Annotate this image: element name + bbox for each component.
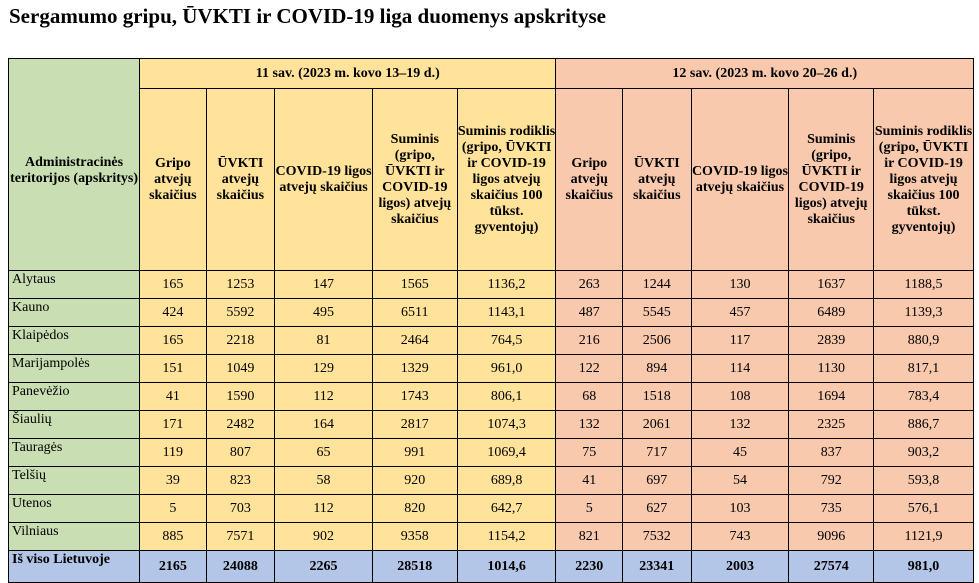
table-row [9, 523, 974, 551]
table-cell: 1154,2 [457, 523, 556, 551]
total-cell: 2003 [691, 551, 789, 583]
county-name: Utenos [9, 495, 140, 523]
table-cell: 1136,2 [457, 271, 556, 299]
table-cell: 837 [789, 439, 874, 467]
admin-territories-header: Administracinės teritorijos (apskritys) [9, 59, 140, 271]
table-cell: 961,0 [457, 355, 556, 383]
total-cell: 2265 [275, 551, 373, 583]
table-cell: 132 [556, 411, 623, 439]
table-cell: 9358 [372, 523, 457, 551]
table-cell: 81 [275, 327, 373, 355]
table-cell: 1121,9 [874, 523, 974, 551]
influenza-data-table [8, 58, 974, 583]
county-name: Klaipėdos [9, 327, 140, 355]
table-cell: 41 [556, 467, 623, 495]
week-11-header: 11 sav. (2023 m. kovo 13–19 d.) [140, 59, 556, 89]
table-cell: 5 [140, 495, 207, 523]
col-header-ari-cases: ŪVKTI atvejų skaičius [206, 89, 275, 271]
table-row [9, 439, 974, 467]
table-cell: 576,1 [874, 495, 974, 523]
table-cell: 457 [691, 299, 789, 327]
table-cell: 75 [556, 439, 623, 467]
table-cell: 991 [372, 439, 457, 467]
table-cell: 2061 [623, 411, 692, 439]
col-header-total-cases: Suminis (gripo, ŪVKTI ir COVID-19 ligos) atvejų skaičius [372, 89, 457, 271]
col-header-covid-cases: COVID-19 ligos atvejų skaičius [691, 89, 789, 271]
table-cell: 2325 [789, 411, 874, 439]
table-cell: 151 [140, 355, 207, 383]
table-cell: 1049 [206, 355, 275, 383]
table-cell: 1590 [206, 383, 275, 411]
col-header-total-rate: Suminis rodiklis (gripo, ŪVKTI ir COVID-19 ligos atvejų skaičius 100 tūkst. gyventojų) [874, 89, 974, 271]
table-cell: 2817 [372, 411, 457, 439]
table-cell: 216 [556, 327, 623, 355]
total-cell: 1014,6 [457, 551, 556, 583]
table-cell: 108 [691, 383, 789, 411]
table-row [9, 355, 974, 383]
table-cell: 39 [140, 467, 207, 495]
table-cell: 783,4 [874, 383, 974, 411]
table-cell: 807 [206, 439, 275, 467]
table-cell: 7532 [623, 523, 692, 551]
table-cell: 697 [623, 467, 692, 495]
table-cell: 792 [789, 467, 874, 495]
table-cell: 1130 [789, 355, 874, 383]
county-name: Šiaulių [9, 411, 140, 439]
table-cell: 1074,3 [457, 411, 556, 439]
table-row [9, 467, 974, 495]
table-cell: 7571 [206, 523, 275, 551]
table-row [9, 299, 974, 327]
table-cell: 880,9 [874, 327, 974, 355]
table-cell: 165 [140, 327, 207, 355]
table-cell: 130 [691, 271, 789, 299]
county-name: Panevėžio [9, 383, 140, 411]
table-cell: 424 [140, 299, 207, 327]
table-cell: 1518 [623, 383, 692, 411]
table-row [9, 271, 974, 299]
table-cell: 1743 [372, 383, 457, 411]
col-header-flu-cases: Gripo atvejų skaičius [556, 89, 623, 271]
table-cell: 821 [556, 523, 623, 551]
table-cell: 5592 [206, 299, 275, 327]
table-cell: 103 [691, 495, 789, 523]
table-cell: 820 [372, 495, 457, 523]
table-cell: 902 [275, 523, 373, 551]
table-row [9, 327, 974, 355]
col-header-total-cases: Suminis (gripo, ŪVKTI ir COVID-19 ligos) atvejų skaičius [789, 89, 874, 271]
table-cell: 263 [556, 271, 623, 299]
table-cell: 487 [556, 299, 623, 327]
total-label: Iš viso Lietuvoje [9, 551, 140, 583]
table-cell: 1069,4 [457, 439, 556, 467]
table-cell: 45 [691, 439, 789, 467]
table-cell: 743 [691, 523, 789, 551]
table-cell: 2218 [206, 327, 275, 355]
table-cell: 9096 [789, 523, 874, 551]
table-cell: 703 [206, 495, 275, 523]
col-header-flu-cases: Gripo atvejų skaičius [140, 89, 207, 271]
table-row [9, 411, 974, 439]
table-cell: 764,5 [457, 327, 556, 355]
total-cell: 27574 [789, 551, 874, 583]
table-cell: 6511 [372, 299, 457, 327]
table-row [9, 495, 974, 523]
table-cell: 5 [556, 495, 623, 523]
table-cell: 1188,5 [874, 271, 974, 299]
total-cell: 2165 [140, 551, 207, 583]
table-cell: 147 [275, 271, 373, 299]
page-title: Sergamumo gripu, ŪVKTI ir COVID-19 liga duomenys apskrityse [9, 4, 606, 28]
col-header-ari-cases: ŪVKTI atvejų skaičius [623, 89, 692, 271]
total-cell: 2230 [556, 551, 623, 583]
table-cell: 894 [623, 355, 692, 383]
table-cell: 495 [275, 299, 373, 327]
table-cell: 164 [275, 411, 373, 439]
table-cell: 1244 [623, 271, 692, 299]
table-cell: 1637 [789, 271, 874, 299]
table-cell: 122 [556, 355, 623, 383]
table-cell: 627 [623, 495, 692, 523]
table-cell: 129 [275, 355, 373, 383]
table-cell: 54 [691, 467, 789, 495]
table-cell: 58 [275, 467, 373, 495]
table-cell: 823 [206, 467, 275, 495]
county-name: Telšių [9, 467, 140, 495]
table-cell: 1565 [372, 271, 457, 299]
table-cell: 806,1 [457, 383, 556, 411]
table-cell: 717 [623, 439, 692, 467]
total-cell: 24088 [206, 551, 275, 583]
total-row [9, 551, 974, 583]
table-cell: 65 [275, 439, 373, 467]
table-cell: 6489 [789, 299, 874, 327]
table-cell: 41 [140, 383, 207, 411]
table-cell: 689,8 [457, 467, 556, 495]
table-cell: 2482 [206, 411, 275, 439]
table-cell: 886,7 [874, 411, 974, 439]
table-cell: 2464 [372, 327, 457, 355]
table-cell: 903,2 [874, 439, 974, 467]
table-cell: 735 [789, 495, 874, 523]
table-cell: 1694 [789, 383, 874, 411]
table-cell: 117 [691, 327, 789, 355]
table-cell: 817,1 [874, 355, 974, 383]
table-cell: 171 [140, 411, 207, 439]
table-cell: 68 [556, 383, 623, 411]
col-header-total-rate: Suminis rodiklis (gripo, ŪVKTI ir COVID-19 ligos atvejų skaičius 100 tūkst. gyventojų) [457, 89, 556, 271]
county-name: Marijampolės [9, 355, 140, 383]
table-cell: 112 [275, 383, 373, 411]
table-cell: 1253 [206, 271, 275, 299]
table-cell: 114 [691, 355, 789, 383]
table-cell: 165 [140, 271, 207, 299]
table-cell: 2506 [623, 327, 692, 355]
county-name: Kauno [9, 299, 140, 327]
col-header-covid-cases: COVID-19 ligos atvejų skaičius [275, 89, 373, 271]
table-cell: 642,7 [457, 495, 556, 523]
table-cell: 119 [140, 439, 207, 467]
table-cell: 112 [275, 495, 373, 523]
table-cell: 1329 [372, 355, 457, 383]
total-cell: 981,0 [874, 551, 974, 583]
table-cell: 593,8 [874, 467, 974, 495]
table-cell: 5545 [623, 299, 692, 327]
county-name: Tauragės [9, 439, 140, 467]
table-cell: 2839 [789, 327, 874, 355]
county-name: Vilniaus [9, 523, 140, 551]
county-name: Alytaus [9, 271, 140, 299]
table-cell: 132 [691, 411, 789, 439]
table-cell: 885 [140, 523, 207, 551]
week-12-header: 12 sav. (2023 m. kovo 20–26 d.) [556, 59, 974, 89]
table-cell: 1143,1 [457, 299, 556, 327]
total-cell: 28518 [372, 551, 457, 583]
table-cell: 1139,3 [874, 299, 974, 327]
table-cell: 920 [372, 467, 457, 495]
total-cell: 23341 [623, 551, 692, 583]
table-row [9, 383, 974, 411]
